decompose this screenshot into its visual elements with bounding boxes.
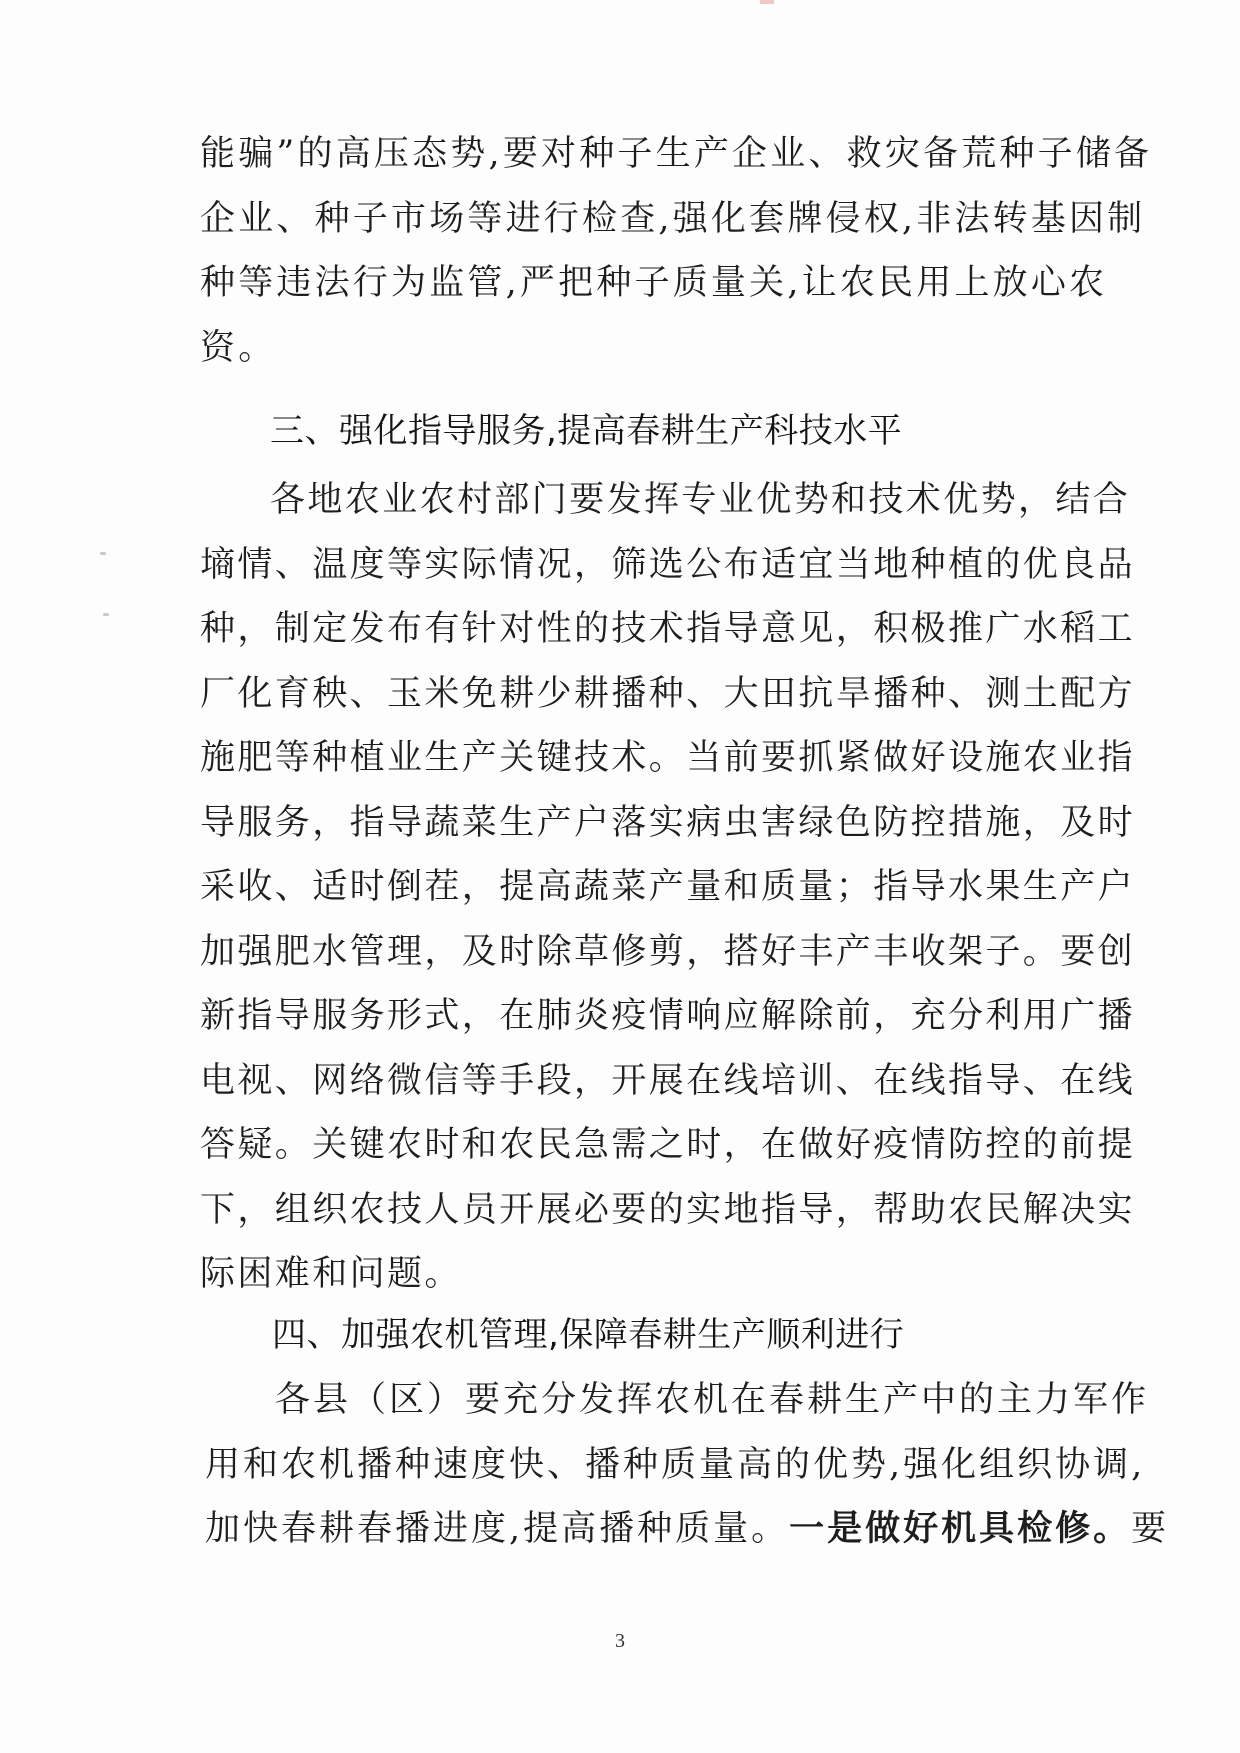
text-line: 下，组织农技人员开展必要的实地指导，帮助农民解决实 (200, 1189, 1136, 1230)
text-line: 电视、网络微信等手段，开展在线培训、在线指导、在线 (200, 1060, 1136, 1101)
scan-artifact (760, 0, 774, 4)
text-line: 种等违法行为监管,严把种子质量关,让农民用上放心农 (200, 263, 1108, 303)
text-line: 用和农机播种速度快、播种质量高的优势,强化组织协调, (205, 1444, 1146, 1485)
text-line: 新指导服务形式，在肺炎疫情响应解除前，充分利用广播 (200, 996, 1136, 1036)
text-line: 采收、适时倒茬，提高蔬菜产量和质量；指导水果生产户 (200, 867, 1136, 907)
text-segment: 要 (1131, 1509, 1170, 1549)
text-line: 加强肥水管理，及时除草修剪，搭好丰产丰收架子。要创 (200, 931, 1136, 972)
text-line: 导服务，指导蔬菜生产户落实病虫害绿色防控措施，及时 (200, 802, 1136, 843)
text-line: 厂化育秧、玉米免耕少耕播种、大田抗旱播种、测土配方 (200, 673, 1136, 714)
text-line: 答疑。关键农时和农民急需之时，在做好疫情防控的前提 (200, 1125, 1136, 1165)
paragraph-section-3 (200, 468, 1136, 1307)
scan-artifact (100, 552, 106, 555)
emphasis-text: 一是做好机具检修。 (789, 1508, 1132, 1549)
section-heading-3: 三、强化指导服务,提高春耕生产科技水平 (270, 411, 903, 451)
paragraph-continued (200, 122, 1153, 380)
text-line: 资。 (200, 327, 277, 368)
text-line: 各地农业农村部门要发挥专业优势和技术优势，结合 (270, 480, 1131, 520)
text-line: 际困难和问题。 (200, 1254, 462, 1294)
scan-artifact (103, 613, 109, 616)
text-line: 施肥等种植业生产关键技术。当前要抓紧做好设施农业指 (200, 738, 1136, 778)
text-line: 各县（区）要充分发挥农机在春耕生产中的主力军作 (275, 1380, 1150, 1420)
section-heading-4: 四、加强农机管理,保障春耕生产顺利进行 (272, 1315, 905, 1355)
text-line (205, 1497, 1170, 1562)
text-line: 墒情、温度等实际情况，筛选公布适宜当地种植的优良品 (200, 544, 1136, 585)
page-number: 3 (615, 1630, 625, 1652)
text-line: 种，制定发布有针对性的技术指导意见，积极推广水稻工 (200, 609, 1136, 649)
paragraph-section-4 (205, 1368, 1170, 1562)
text-segment: 加快春耕春播进度,提高播种质量。 (205, 1509, 790, 1549)
text-line: 企业、种子市场等进行检查,强化套牌侵权,非法转基因制 (200, 198, 1146, 239)
text-line: 能骗”的高压态势,要对种子生产企业、救灾备荒种子储备 (200, 134, 1153, 174)
